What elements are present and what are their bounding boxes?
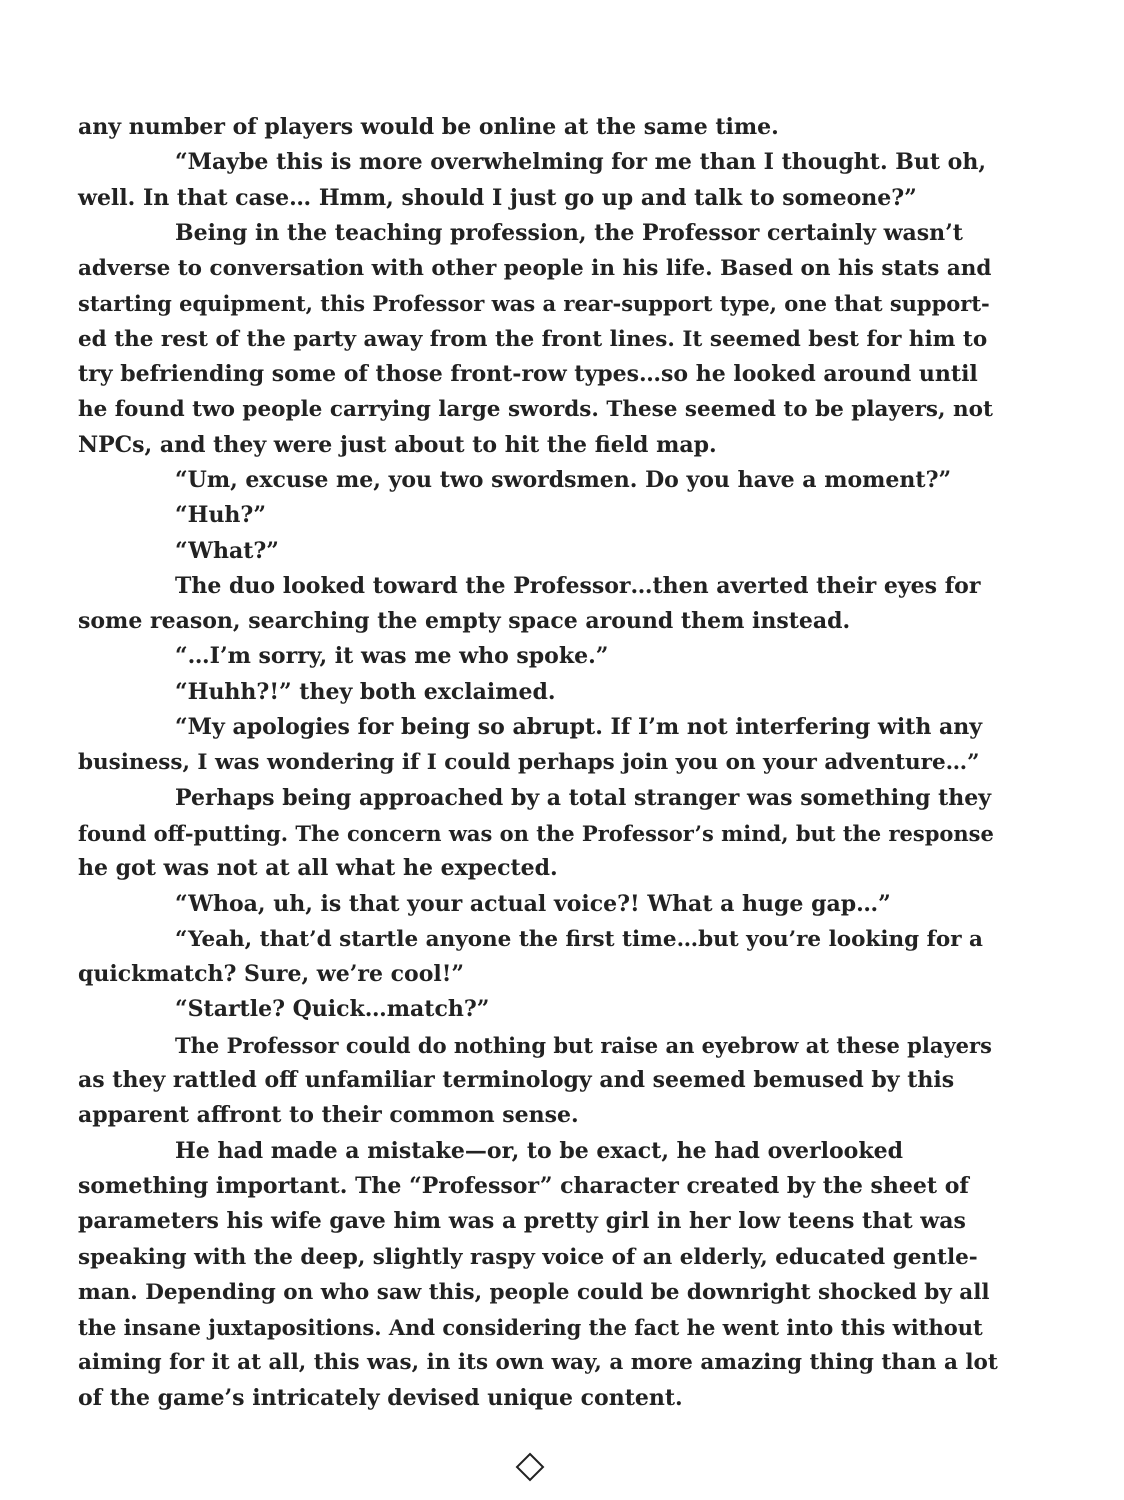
text-line: any number of players would be online at the same time. xyxy=(78,114,779,140)
body-text xyxy=(78,110,998,1416)
text-line: He had made a mistake—or, to be exact, he had overlooked xyxy=(175,1137,903,1164)
text-line: “Yeah, that’d startle anyone the first time…but you’re looking for a xyxy=(175,926,983,952)
text-line: apparent affront to their common sense. xyxy=(78,1102,579,1129)
text-line: found off-putting. The concern was on the Professor’s mind, but the response xyxy=(78,820,994,846)
text-line: some reason, searching the empty space around them instead. xyxy=(78,608,851,635)
text-line: as they rattled off unfamiliar terminology and seemed bemused by this xyxy=(78,1067,955,1094)
text-line: “What?” xyxy=(175,537,279,564)
text-line: speaking with the deep, slightly raspy voice of an elderly, educated gentle- xyxy=(78,1244,978,1270)
text-line: “Um, excuse me, you two swordsmen. Do you have a moment?” xyxy=(175,466,952,493)
text-line: something important. The “Professor” character created by the sheet of xyxy=(78,1172,969,1199)
text-line: the insane juxtapositions. And considering the fact he went into this without xyxy=(78,1315,983,1341)
diamond-outline-icon xyxy=(515,1452,545,1482)
text-line: try befriending some of those front-row types…so he looked around until xyxy=(78,361,978,388)
text-line: well. In that case… Hmm, should I just go up and talk to someone?” xyxy=(78,184,917,211)
text-line: “Huh?” xyxy=(175,502,266,529)
text-line: adverse to conversation with other people in his life. Based on his stats and xyxy=(78,256,992,282)
text-line: “Whoa, uh, is that your actual voice?! What a huge gap…” xyxy=(175,890,891,917)
text-line: Being in the teaching profession, the Professor certainly wasn’t xyxy=(175,219,963,246)
text-line: “Startle? Quick…match?” xyxy=(175,996,490,1023)
text-line: of the game’s intricately devised unique content. xyxy=(78,1384,683,1411)
text-line: NPCs, and they were just about to hit the field map. xyxy=(78,431,717,458)
text-line: he got was not at all what he expected. xyxy=(78,855,558,882)
text-line: parameters his wife gave him was a pretty girl in her low teens that was xyxy=(78,1208,966,1235)
text-line: Perhaps being approached by a total stranger was something they xyxy=(175,784,992,811)
text-line: “…I’m sorry, it was me who spoke.” xyxy=(175,643,609,670)
text-line: “Maybe this is more overwhelming for me than I thought. But oh, xyxy=(175,149,987,176)
text-line: The Professor could do nothing but raise an eyebrow at these players xyxy=(175,1032,992,1058)
text-line: ed the rest of the party away from the front lines. It seemed best for him to xyxy=(78,326,988,352)
text-line: aiming for it at all, this was, in its own way, a more amazing thing than a lot xyxy=(78,1350,998,1376)
text-line: “My apologies for being so abrupt. If I’m not interfering with any xyxy=(175,714,983,741)
text-line: he found two people carrying large swords. These seemed to be players, not xyxy=(78,397,993,423)
text-line: The duo looked toward the Professor…then averted their eyes for xyxy=(175,572,981,599)
text-line: starting equipment, this Professor was a rear-support type, one that support- xyxy=(78,291,990,317)
text-line: man. Depending on who saw this, people could be downright shocked by all xyxy=(78,1279,990,1305)
text-line: quickmatch? Sure, we’re cool!” xyxy=(78,961,465,988)
text-line: “Huhh?!” they both exclaimed. xyxy=(175,678,556,705)
text-line: business, I was wondering if I could perhaps join you on your adventure…” xyxy=(78,750,980,776)
